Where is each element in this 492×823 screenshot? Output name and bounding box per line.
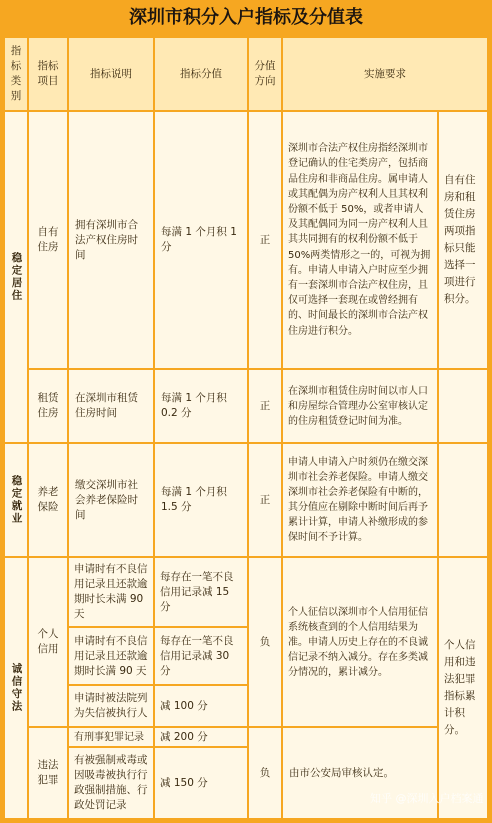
req-own-housing: 深圳市合法产权住房指经深圳市登记确认的住宅类房产，包括商品住房和非商品住房。属申请人或其配偶为房产权利人且其权利份额不低于 50%，或者申请人及其配偶同为同一房产权利人且其共同拥有的权利份额不低于 50%两类情形之一的，可视为拥有。申请人申请入户时应至少拥有一套深圳市合法产权住房，且仅可选择一套现在或曾经拥有的、时间最长的深圳市合法产权住房进行积分。 (283, 112, 437, 368)
header-category-label: 指标类别 (10, 45, 22, 102)
req-pension: 申请人申请入户时须仍在缴交深圳市社会养老保险。申请人缴交深圳市社会养老保险有中断的，其分值应在剔除中断时间后再予累计计算，申请人补缴形成的参保时间不予计算。 (283, 444, 437, 556)
score-crime-1: 减 200 分 (155, 728, 247, 746)
category-integrity (5, 558, 27, 818)
dir-own-housing: 正 (249, 112, 281, 368)
item-own-housing-label: 自有住房 (37, 226, 59, 253)
desc-credit-2: 申请时有不良信用记录且还款逾期时长满 90 天 (69, 628, 153, 684)
dir-credit: 负 (249, 558, 281, 726)
desc-credit-3: 申请时被法院列为失信被执行人 (69, 686, 153, 726)
desc-pension: 缴交深圳市社会养老保险时间 (69, 444, 153, 556)
item-rent-housing-label: 租赁住房 (37, 392, 59, 419)
category-employment (5, 444, 27, 556)
score-pension: 每满 1 个月积 1.5 分 (155, 444, 247, 556)
item-credit (29, 558, 67, 726)
side-blank-employment (439, 444, 487, 556)
header-requirement: 实施要求 (283, 38, 487, 110)
desc-own-housing: 拥有深圳市合法产权住房时间 (69, 112, 153, 368)
page-title: 深圳市积分入户指标及分值表 (129, 7, 363, 28)
header-item-label: 指标项目 (37, 60, 59, 87)
score-rent-housing: 每满 1 个月积 0.2 分 (155, 370, 247, 442)
item-crime (29, 728, 67, 818)
score-crime-2: 减 150 分 (155, 748, 247, 818)
category-employment-label: 稳定就业 (10, 475, 23, 525)
category-housing-label: 稳定居住 (10, 252, 23, 302)
req-rent-housing: 在深圳市租赁住房时间以市人口和房屋综合管理办公室审核认定的住房租赁登记时间为准。 (283, 370, 437, 442)
req-credit: 个人征信以深圳市个人信用征信系统核查到的个人信用结果为准。申请人历史上存在的不良诚信记录不纳入减分。存在多类减分情况的，累计减分。 (283, 558, 437, 726)
header-item (29, 38, 67, 110)
desc-credit-1: 申请时有不良信用记录且还款逾期时长未满 90 天 (69, 558, 153, 626)
side-blank-rent (439, 370, 487, 442)
dir-rent-housing: 正 (249, 370, 281, 442)
side-note-housing: 自有住房和租赁住房两项指标只能选择一项进行积分。 (439, 112, 487, 368)
category-integrity-label: 诚信守法 (10, 663, 23, 713)
item-own-housing (29, 112, 67, 368)
dir-crime: 负 (249, 728, 281, 818)
header-direction (249, 38, 281, 110)
side-note-integrity: 个人信用和违法犯罪指标累计积分。 (439, 558, 487, 818)
header-direction-label: 分值方向 (254, 60, 276, 87)
category-housing (5, 112, 27, 442)
desc-crime-2: 有被强制戒毒或因吸毒被执行行政强制措施、行政处罚记录 (69, 748, 153, 818)
desc-crime-1: 有刑事犯罪记录 (69, 728, 153, 746)
header-score: 指标分值 (155, 38, 247, 110)
score-own-housing: 每满 1 个月积 1 分 (155, 112, 247, 368)
item-pension (29, 444, 67, 556)
item-crime-label: 违法犯罪 (37, 759, 59, 786)
dir-pension: 正 (249, 444, 281, 556)
req-crime: 由市公安局审核认定。 (283, 728, 437, 818)
item-credit-label: 个人信用 (37, 628, 59, 655)
desc-rent-housing: 在深圳市租赁住房时间 (69, 370, 153, 442)
item-rent-housing (29, 370, 67, 442)
score-credit-2: 每存在一笔不良信用记录减 30 分 (155, 628, 247, 684)
header-category (5, 38, 27, 110)
watermark: 知乎 @深圳入户档案通 (370, 792, 484, 805)
score-credit-1: 每存在一笔不良信用记录减 15 分 (155, 558, 247, 626)
score-credit-3: 减 100 分 (155, 686, 247, 726)
header-desc: 指标说明 (69, 38, 153, 110)
item-pension-label: 养老保险 (37, 486, 59, 513)
